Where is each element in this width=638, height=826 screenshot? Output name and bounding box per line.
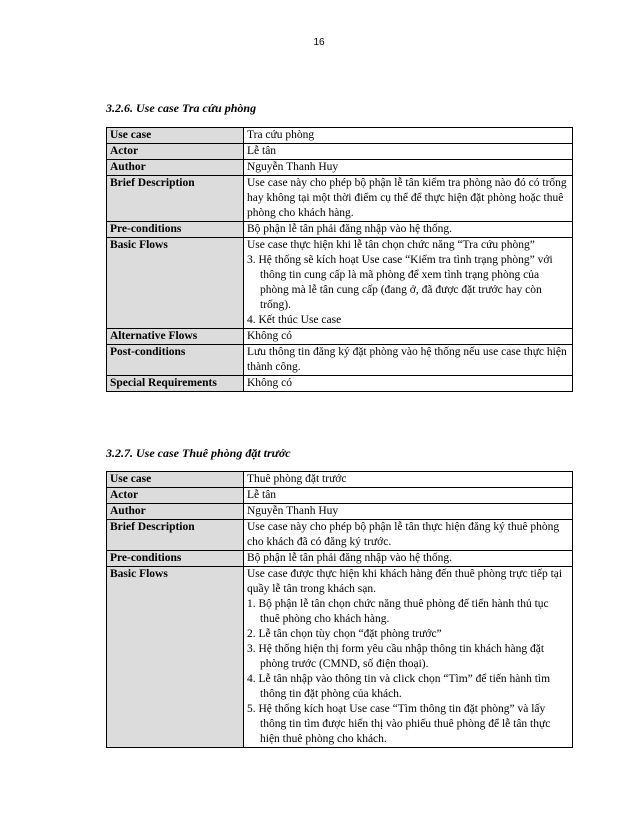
row-value: Lễ tân	[244, 144, 573, 160]
table-row	[107, 160, 573, 176]
row-value: Use case này cho phép bộ phận lễ tân kiểm tra phòng nào đó có trống hay không tại một thời điểm cụ thể để thực hiện đặt phòng hoặc thuê phòng cho khách hàng.	[244, 176, 573, 222]
table-row	[107, 222, 573, 238]
basic-flow-step: 1. Bộ phận lễ tân chọn chức năng thuê phòng để tiến hành thủ tục thuê phòng cho khách hàng.	[247, 598, 549, 625]
table-row	[107, 567, 573, 748]
basic-flow-step: 3. Hệ thống hiện thị form yêu cầu nhập thông tin khách hàng đặt phòng trước (CMND, số điện thoại).	[247, 643, 545, 670]
row-label: Use case	[107, 472, 244, 488]
section-heading-3-2-7: 3.2.7. Use case Thuê phòng đặt trước	[106, 446, 291, 460]
row-label: Author	[107, 504, 244, 520]
row-label: Pre-conditions	[107, 551, 244, 567]
row-value: Không có	[244, 376, 573, 392]
row-value: Không có	[244, 329, 573, 345]
basic-flow-step: 2. Lễ tân chọn tùy chọn “đặt phòng trước”	[247, 628, 442, 640]
row-label: Basic Flows	[107, 238, 244, 329]
table-row	[107, 238, 573, 329]
page-number: 16	[313, 37, 325, 48]
table-row	[107, 520, 573, 551]
basic-flow-step: 3. Hệ thống sẽ kích hoạt Use case “Kiểm tra tình trạng phòng” với thông tin cung cấp là mã phòng để xem tình trạng phòng của phòng mà lễ tân cung cấp (đang ở, đã được đặt trước hay còn trống).	[247, 254, 553, 311]
table-row	[107, 551, 573, 567]
row-label: Actor	[107, 488, 244, 504]
row-value: Bộ phận lễ tân phải đăng nhập vào hệ thống.	[244, 551, 573, 567]
row-value: Lưu thông tin đăng ký đặt phòng vào hệ thống nếu use case thực hiện thành công.	[244, 345, 573, 376]
table-row	[107, 488, 573, 504]
use-case-table-tra-cuu-phong	[106, 127, 573, 392]
table-row	[107, 329, 573, 345]
row-value: Use case này cho phép bộ phận lễ tân thực hiện đăng ký thuê phòng cho khách đã có đăng ký trước.	[244, 520, 573, 551]
row-label: Author	[107, 160, 244, 176]
row-value: Lễ tân	[244, 488, 573, 504]
table-row	[107, 376, 573, 392]
row-label: Basic Flows	[107, 567, 244, 748]
row-value	[244, 567, 573, 748]
basic-flow-step: 5. Hệ thống kích hoạt Use case “Tìm thông tin đặt phòng” và lấy thông tin tìm được hiển thị vào phiếu thuê phòng để lễ tân thực hiện thuê phòng cho khách.	[247, 703, 551, 745]
basic-flow-step: 4. Lễ tân nhập vào thông tin và click chọn “Tìm” để tiến hành tìm thông tin đặt phòng của khách.	[247, 673, 551, 700]
row-value: Nguyễn Thanh Huy	[244, 160, 573, 176]
row-label: Pre-conditions	[107, 222, 244, 238]
row-label: Brief Description	[107, 520, 244, 551]
table-row	[107, 144, 573, 160]
basic-flow-step: 4. Kết thúc Use case	[247, 314, 342, 326]
table-row	[107, 128, 573, 144]
row-value: Thuê phòng đặt trước	[244, 472, 573, 488]
table-row	[107, 504, 573, 520]
table-row	[107, 345, 573, 376]
row-label: Alternative Flows	[107, 329, 244, 345]
row-label: Use case	[107, 128, 244, 144]
table-row	[107, 472, 573, 488]
row-label: Brief Description	[107, 176, 244, 222]
basic-flow-intro: Use case được thực hiện khi khách hàng đến thuê phòng trực tiếp tại quầy lễ tân trong khách sạn.	[247, 568, 563, 595]
section-heading-3-2-6: 3.2.6. Use case Tra cứu phòng	[106, 101, 257, 115]
table-row	[107, 176, 573, 222]
row-value: Nguyễn Thanh Huy	[244, 504, 573, 520]
row-value: Bộ phận lễ tân phải đăng nhập vào hệ thống.	[244, 222, 573, 238]
row-label: Post-conditions	[107, 345, 244, 376]
row-label: Special Requirements	[107, 376, 244, 392]
row-value	[244, 238, 573, 329]
row-value: Tra cứu phòng	[244, 128, 573, 144]
row-label: Actor	[107, 144, 244, 160]
use-case-table-thue-phong-dat-truoc	[106, 471, 573, 748]
basic-flow-intro: Use case thực hiện khi lễ tân chọn chức năng “Tra cứu phòng”	[247, 239, 535, 251]
